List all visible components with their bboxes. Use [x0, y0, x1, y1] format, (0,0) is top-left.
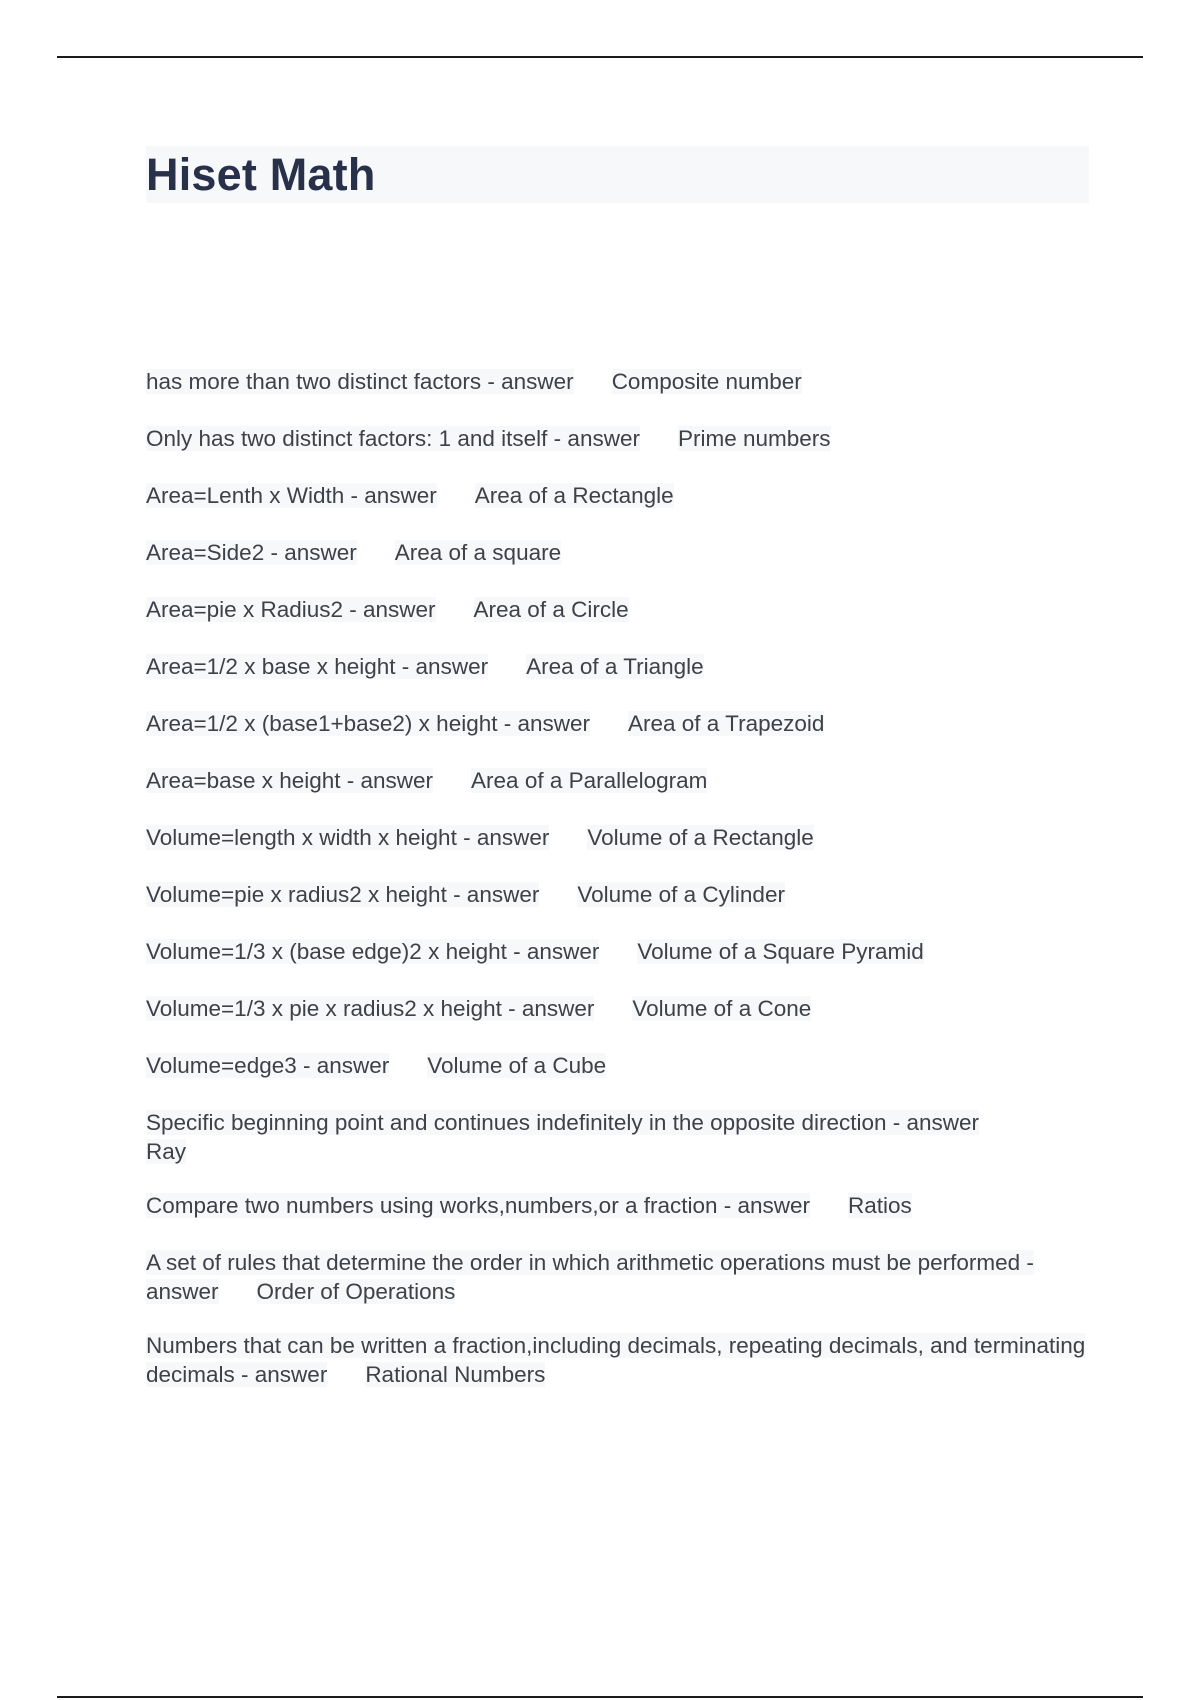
- answer-text: Area of a Parallelogram: [471, 768, 708, 793]
- list-item: [146, 1108, 1091, 1166]
- list-item: [146, 1191, 1091, 1220]
- question-text: Area=Lenth x Width - answer: [146, 483, 437, 508]
- question-text: Specific beginning point and continues indefinitely in the opposite direction - answer: [146, 1110, 980, 1135]
- question-text: Numbers that can be written a fraction,including decimals, repeating decimals, and terminating decimals - answer: [146, 1333, 1086, 1387]
- answer-text: Volume of a Rectangle: [587, 825, 814, 850]
- answer-text: Order of Operations: [256, 1279, 456, 1304]
- bottom-rule: [57, 1696, 1143, 1698]
- list-item: [146, 823, 1091, 852]
- answer-text: Area of a Trapezoid: [628, 711, 825, 736]
- question-text: Volume=length x width x height - answer: [146, 825, 550, 850]
- qa-list: [146, 367, 1091, 1414]
- list-item: [146, 1248, 1091, 1306]
- list-item: [146, 709, 1091, 738]
- question-text: Compare two numbers using works,numbers,or a fraction - answer: [146, 1193, 811, 1218]
- question-text: A set of rules that determine the order in which arithmetic operations must be performed - answer: [146, 1250, 1034, 1304]
- question-text: Area=1/2 x (base1+base2) x height - answer: [146, 711, 591, 736]
- answer-text: Volume of a Cylinder: [577, 882, 785, 907]
- answer-text: Composite number: [611, 369, 802, 394]
- question-text: Volume=1/3 x (base edge)2 x height - answer: [146, 939, 600, 964]
- list-item: [146, 481, 1091, 510]
- question-text: Volume=1/3 x pie x radius2 x height - answer: [146, 996, 595, 1021]
- answer-text: Volume of a Square Pyramid: [637, 939, 924, 964]
- list-item: [146, 880, 1091, 909]
- answer-text: Area of a square: [394, 540, 562, 565]
- answer-text: Prime numbers: [677, 426, 831, 451]
- list-item: [146, 994, 1091, 1023]
- answer-text: Volume of a Cube: [427, 1053, 607, 1078]
- list-item: [146, 367, 1091, 396]
- answer-text: Area of a Triangle: [526, 654, 704, 679]
- list-item: [146, 538, 1091, 567]
- question-text: Volume=pie x radius2 x height - answer: [146, 882, 540, 907]
- answer-text: Ratios: [848, 1193, 912, 1218]
- list-item: [146, 595, 1091, 624]
- list-item: [146, 766, 1091, 795]
- answer-text: Area of a Circle: [473, 597, 629, 622]
- answer-text: Area of a Rectangle: [474, 483, 674, 508]
- top-rule: [57, 56, 1143, 58]
- answer-text: Rational Numbers: [365, 1362, 546, 1387]
- list-item: [146, 1331, 1091, 1389]
- question-text: Area=Side2 - answer: [146, 540, 357, 565]
- list-item: [146, 937, 1091, 966]
- question-text: Volume=edge3 - answer: [146, 1053, 390, 1078]
- answer-text: Volume of a Cone: [632, 996, 812, 1021]
- list-item: [146, 652, 1091, 681]
- answer-text: Ray: [146, 1139, 187, 1164]
- page-title: Hiset Math: [146, 149, 376, 200]
- question-text: Area=pie x Radius2 - answer: [146, 597, 436, 622]
- question-text: Area=base x height - answer: [146, 768, 434, 793]
- question-text: Only has two distinct factors: 1 and itself - answer: [146, 426, 640, 451]
- list-item: [146, 1051, 1091, 1080]
- list-item: [146, 424, 1091, 453]
- question-text: has more than two distinct factors - answer: [146, 369, 574, 394]
- question-text: Area=1/2 x base x height - answer: [146, 654, 489, 679]
